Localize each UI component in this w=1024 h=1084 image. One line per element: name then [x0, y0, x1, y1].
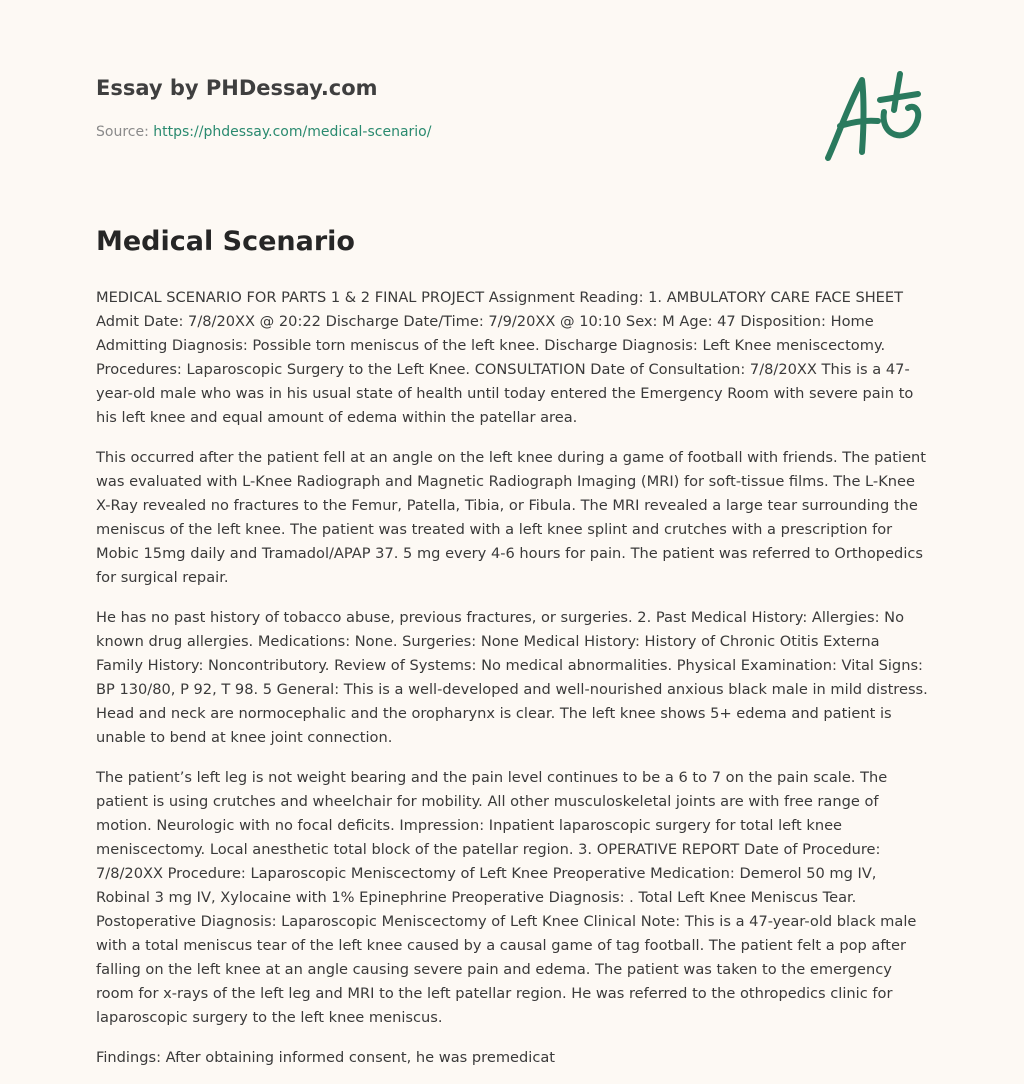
source-link[interactable]: https://phdessay.com/medical-scenario/: [153, 124, 432, 140]
a-plus-grade-icon: [818, 66, 928, 166]
source-line: [96, 124, 431, 140]
essay-paragraph: Findings: After obtaining informed consent, he was premedicat: [96, 1049, 556, 1066]
essay-paragraph: MEDICAL SCENARIO FOR PARTS 1 & 2 FINAL PROJECT Assignment Reading: 1. AMBULATORY CARE FACE SHEET Admit Date: 7/8/20XX @ 20:22 Discharge Date/Time: 7/9/20XX @ 10:10 Sex: M Age: 47 Disposition: Home Admitting Diagnosis: Possible torn meniscus of the left knee. Discharge Diagnosis: Left Knee meniscectomy. Procedures: Laparoscopic Surgery to the Left Knee. CONSULTATION Date of Consultation: 7/8/20XX This is a 47-year-old male who was in his usual state of health until today entered the Emergency Room with severe pain to his left knee and equal amount of edema within the patellar area.: [96, 289, 914, 426]
source-label: Source:: [96, 124, 154, 140]
essay-title: Medical Scenario: [96, 226, 355, 257]
essay-paragraph: The patient’s left leg is not weight bearing and the pain level continues to be a 6 to 7 on the pain scale. The patient is using crutches and wheelchair for mobility. All other musculoskeletal joints are with free range of motion. Neurologic with no focal deficits. Impression: Inpatient laparoscopic surgery for total left knee meniscectomy. Local anesthetic total block of the patellar region. 3. OPERATIVE REPORT Date of Procedure: 7/8/20XX Procedure: Laparoscopic Meniscectomy of Left Knee Preoperative Medication: Demerol 50 mg IV, Robinal 3 mg IV, Xylocaine with 1% Epinephrine Preoperative Diagnosis: . Total Left Knee Meniscus Tear. Postoperative Diagnosis: Laparoscopic Meniscectomy of Left Knee Clinical Note: This is a 47-year-old black male with a total meniscus tear of the left knee caused by a causal game of tag football. The patient felt a pop after falling on the left knee at an angle causing severe pain and edema. The patient was taken to the emergency room for x-rays of the left leg and MRI to the left patellar region. He was referred to the othropedics clinic for laparoscopic surgery to the left knee meniscus.: [96, 769, 917, 1026]
essay-body: [96, 286, 928, 1084]
site-title: Essay by PHDessay.com: [96, 76, 378, 100]
essay-paragraph: He has no past history of tobacco abuse, previous fractures, or surgeries. 2. Past Medical History: Allergies: No known drug allergies. Medications: None. Surgeries: None Medical History: History of Chronic Otitis Externa Family History: Noncontributory. Review of Systems: No medical abnormalities. Physical Examination: Vital Signs: BP 130/80, P 92, T 98. 5 General: This is a well-developed and well-nourished anxious black male in mild distress. Head and neck are normocephalic and the oropharynx is clear. The left knee shows 5+ edema and patient is unable to bend at knee joint connection.: [96, 609, 928, 746]
essay-paragraph: This occurred after the patient fell at an angle on the left knee during a game of football with friends. The patient was evaluated with L-Knee Radiograph and Magnetic Radiograph Imaging (MRI) for soft-tissue films. The L-Knee X-Ray revealed no fractures to the Femur, Patella, Tibia, or Fibula. The MRI revealed a large tear surrounding the meniscus of the left knee. The patient was treated with a left knee splint and crutches with a prescription for Mobic 15mg daily and Tramadol/APAP 37. 5 mg every 4-6 hours for pain. The patient was referred to Orthopedics for surgical repair.: [96, 449, 927, 586]
